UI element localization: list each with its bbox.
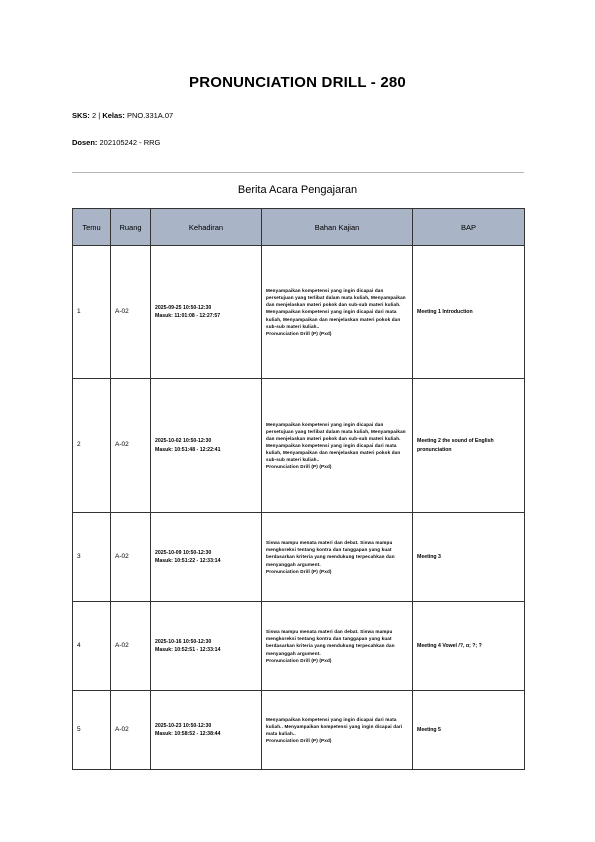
bahan-source: Pronunciation Drill (P) (Pxd) <box>266 738 332 744</box>
sks-value: 2 <box>92 111 97 120</box>
header-kehadiran: Kehadiran <box>151 209 262 246</box>
kelas-value: PNO.331A.07 <box>126 111 174 120</box>
table-row <box>73 246 525 379</box>
cell-bahan-kajian <box>262 602 413 691</box>
cell-temu: 2 <box>73 379 111 513</box>
table-row <box>73 602 525 691</box>
cell-ruang: A-02 <box>111 379 151 513</box>
cell-kehadiran <box>151 602 262 691</box>
schedule-text: 2025-10-02 10:50-12:30 <box>155 438 212 445</box>
table-header-row <box>73 209 525 246</box>
cell-kehadiran <box>151 513 262 602</box>
header-temu: Temu <box>73 209 111 246</box>
teaching-record-table <box>72 208 525 770</box>
section-divider <box>72 172 524 173</box>
schedule-text: 2025-10-09 10:50-12:30 <box>155 549 212 556</box>
cell-temu: 3 <box>73 513 111 602</box>
attendance-text: Masuk: 10:58:52 - 12:38:44 <box>155 731 221 737</box>
course-meta-line <box>72 111 173 120</box>
table-row <box>73 379 525 513</box>
cell-bap: Meeting 2 the sound of English pronunciation <box>413 379 525 513</box>
bahan-source: Pronunciation Drill (P) (Pxd) <box>266 657 332 663</box>
cell-temu: 4 <box>73 602 111 691</box>
header-bahan-kajian: Bahan Kajian <box>262 209 413 246</box>
section-title: Berita Acara Pengajaran <box>237 184 358 196</box>
bahan-text: Menyampaikan kompetensi yang ingin dicapai dan persetujuan yang terlibat dalam mata kuliah, Menyampaikan dan menjelaskan materi pokok dan sub-sub materi kuliah. Menyampaikan kompetensi yang ingin dicapai dari mata kuliah, Menyampaikan dan menjelaskan materi pokok dan sub-sub materi kuliah.. <box>266 288 406 329</box>
kelas-label: Kelas: <box>102 111 125 120</box>
cell-bap: Meeting 5 <box>413 691 525 770</box>
bahan-source: Pronunciation Drill (P) (Pxd) <box>266 464 332 470</box>
schedule-text: 2025-10-16 10:50-12:30 <box>155 638 212 645</box>
cell-bahan-kajian <box>262 246 413 379</box>
dosen-label: Dosen: <box>72 138 98 147</box>
header-bap: BAP <box>413 209 525 246</box>
dosen-value: 202105242 - RRG <box>99 138 161 147</box>
cell-kehadiran <box>151 246 262 379</box>
bahan-text: Siswa mampu menata materi dan debat. Siswa mampu mengkoreksi tentang kontra dan tanggapan yang kuat berdasarkan kriteria yang mendukung terpecahkan dan menyanggah argument. <box>266 540 395 567</box>
meta-separator: | <box>98 111 101 120</box>
table-row <box>73 691 525 770</box>
attendance-text: Masuk: 10:51:22 - 12:33:14 <box>155 558 221 564</box>
attendance-text: Masuk: 10:52:51 - 12:33:14 <box>155 647 221 653</box>
cell-ruang: A-02 <box>111 246 151 379</box>
cell-bahan-kajian <box>262 691 413 770</box>
table-row <box>73 513 525 602</box>
cell-ruang: A-02 <box>111 513 151 602</box>
cell-bahan-kajian <box>262 513 413 602</box>
header-ruang: Ruang <box>111 209 151 246</box>
bahan-text: Menyampaikan kompetensi yang ingin dicapai dari mata kuliah.. Menyampaikan kompetensi yang ingin dicapai dari mata kuliah.. <box>266 716 403 736</box>
lecturer-meta-line <box>72 138 160 147</box>
schedule-text: 2025-09-25 10:50-12:30 <box>155 304 212 311</box>
cell-bahan-kajian <box>262 379 413 513</box>
attendance-text: Masuk: 11:01:08 - 12:27:57 <box>155 313 221 319</box>
sks-label: SKS: <box>72 111 90 120</box>
cell-bap: Meeting 4 Vowel /?, ɑ; ?; ? <box>413 602 525 691</box>
cell-temu: 1 <box>73 246 111 379</box>
bahan-text: Menyampaikan kompetensi yang ingin dicapai dan persetujuan yang terlibat dalam mata kuliah, Menyampaikan dan menjelaskan materi pokok dan sub-sub materi kuliah. Menyampaikan kompetensi yang ingin dicapai dari mata kuliah, Menyampaikan dan menjelaskan materi pokok dan sub-sub materi kuliah.. <box>266 421 406 463</box>
attendance-text: Masuk: 10:51:48 - 12:22:41 <box>155 446 221 453</box>
cell-kehadiran <box>151 691 262 770</box>
cell-bap: Meeting 3 <box>413 513 525 602</box>
cell-ruang: A-02 <box>111 602 151 691</box>
cell-ruang: A-02 <box>111 691 151 770</box>
bahan-source: Pronunciation Drill (P) (Pxd) <box>266 568 332 574</box>
bahan-text: Siswa mampu menata materi dan debat. Siswa mampu mengkoreksi tentang kontra dan tanggapan yang kuat berdasarkan kriteria yang mendukung terpecahkan dan menyanggah argument. <box>266 629 395 656</box>
cell-kehadiran <box>151 379 262 513</box>
bahan-source: Pronunciation Drill (P) (Pxd) <box>266 330 332 336</box>
schedule-text: 2025-10-23 10:50-12:30 <box>155 722 212 729</box>
page-title: PRONUNCIATION DRILL - 280 <box>189 74 406 91</box>
cell-temu: 5 <box>73 691 111 770</box>
cell-bap: Meeting 1 Introduction <box>413 246 525 379</box>
